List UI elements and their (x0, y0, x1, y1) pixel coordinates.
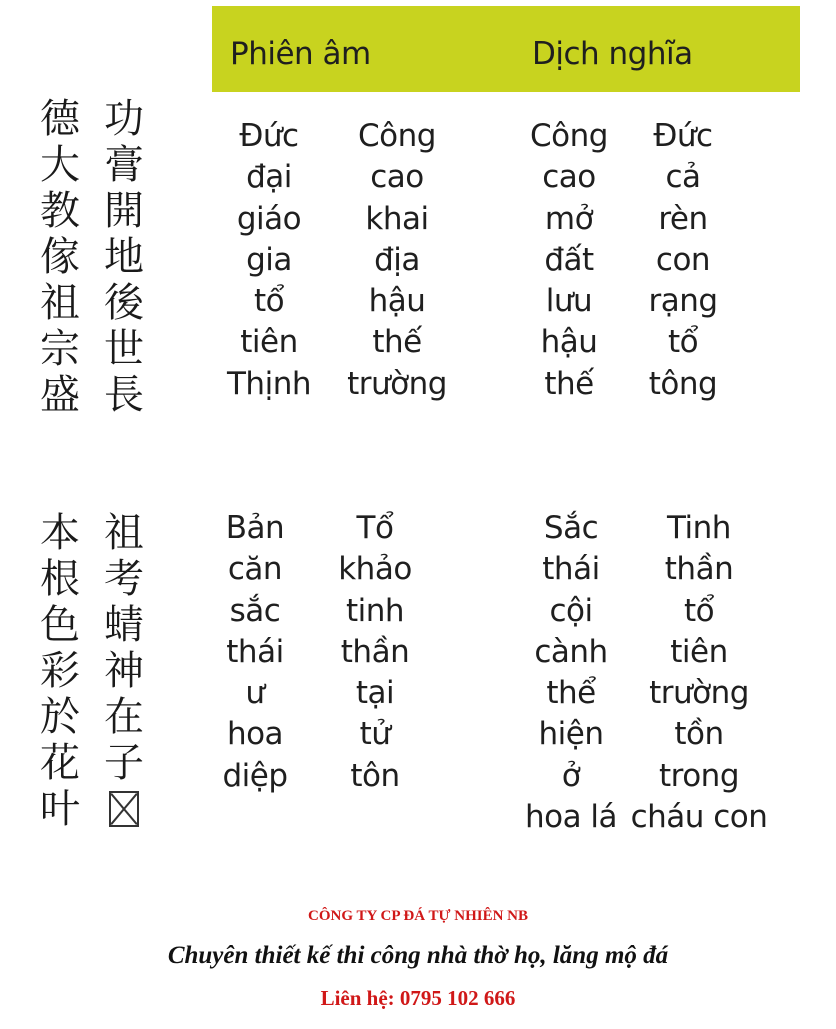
word-item: 色 (40, 602, 80, 648)
word-item: 傢 (40, 234, 80, 280)
word-item: 於 (40, 694, 80, 740)
word-item: đất (544, 241, 594, 278)
block1-dich-nghia-column-b (608, 116, 758, 405)
word-item: Tổ (356, 510, 394, 546)
company-name: CÔNG TY CP ĐÁ TỰ NHIÊN NB (307, 908, 529, 924)
word-item: 宗 (40, 326, 80, 372)
word-item: 德 (40, 96, 80, 142)
word-item: 根 (40, 556, 80, 602)
word-item: sắc (229, 592, 281, 629)
word-item: rạng (648, 283, 718, 320)
phien-am-heading: Phiên âm (230, 36, 371, 72)
word-item: ư (245, 675, 265, 712)
dich-nghia-heading: Dịch nghĩa (532, 36, 693, 72)
word-item: cháu con (630, 799, 768, 836)
block2-han-right-list (100, 510, 148, 786)
word-item: 祖 (104, 510, 144, 556)
company-slogan: Chuyên thiết kế thi công nhà thờ họ, lăng mộ đá (167, 942, 669, 969)
word-item: tổ (667, 324, 699, 361)
word-item: thế (544, 365, 594, 402)
word-item: gia (246, 241, 292, 278)
word-item: ở (561, 757, 581, 794)
word-item: 長 (104, 372, 144, 418)
word-item: căn (227, 551, 283, 588)
block1-han-right-column (100, 96, 148, 418)
word-item: hoa (226, 716, 284, 753)
block2-dich-nghia-column-b (624, 508, 774, 838)
word-item: khai (365, 200, 429, 237)
word-item: 蜻 (104, 602, 144, 648)
word-item: cành (534, 633, 608, 670)
missing-glyph-box-icon (109, 791, 139, 827)
word-item: lưu (545, 283, 593, 320)
word-item: mở (544, 200, 594, 237)
word-item: 盛 (40, 372, 80, 418)
word-item: 叶 (40, 786, 80, 832)
word-item: tôn (350, 757, 400, 794)
word-item: đại (246, 159, 292, 196)
word-item: diệp (222, 757, 288, 794)
word-item: tinh (345, 592, 405, 629)
word-item: 地 (104, 234, 144, 280)
word-item: 考 (104, 556, 144, 602)
word-item: hậu (368, 283, 426, 320)
block2-phien-am-column-b (300, 508, 450, 797)
block1-han-left-column (36, 96, 84, 418)
word-item: 本 (40, 510, 80, 556)
word-item: 子 (104, 740, 144, 786)
word-item: tiên (240, 324, 298, 361)
word-item: tồn (674, 716, 724, 753)
word-item: thái (542, 551, 600, 588)
word-item: 神 (104, 648, 144, 694)
word-item: Thịnh (227, 365, 311, 402)
word-item: 教 (40, 188, 80, 234)
word-item: 花 (40, 740, 80, 786)
word-item: 大 (40, 142, 80, 188)
word-item: cội (549, 592, 593, 629)
word-item: Sắc (543, 510, 599, 546)
word-item: thần (664, 551, 734, 588)
word-item: thế (372, 324, 422, 361)
word-item: tiên (670, 633, 728, 670)
word-item: giáo (236, 200, 302, 237)
word-item: cao (370, 159, 424, 196)
word-item: Đức (653, 118, 713, 154)
word-item: tổ (253, 283, 285, 320)
word-item: 開 (104, 188, 144, 234)
word-item: rèn (658, 200, 708, 237)
word-item: 祖 (40, 280, 80, 326)
word-item: 膏 (104, 142, 144, 188)
word-item: Đức (239, 118, 299, 154)
word-item: trường (649, 675, 749, 712)
word-item: tử (359, 716, 391, 753)
word-item: 後 (104, 280, 144, 326)
block1-phien-am-column-b (322, 116, 472, 405)
contact-phone: Liên hệ: 0795 102 666 (320, 986, 516, 1010)
word-item: Công (358, 118, 436, 154)
word-item: 世 (104, 326, 144, 372)
word-item: con (655, 241, 711, 278)
word-item: tổ (683, 592, 715, 629)
word-item: 在 (104, 694, 144, 740)
word-item: 彩 (40, 648, 80, 694)
header-band (212, 6, 800, 92)
block2-han-right-column (100, 510, 148, 827)
word-item: thần (340, 633, 410, 670)
word-item: hiện (538, 716, 604, 753)
word-item: địa (374, 241, 420, 278)
word-item: tông (648, 365, 718, 402)
word-item: trong (658, 757, 739, 794)
block2-han-left-column (36, 510, 84, 832)
word-item: cả (665, 159, 701, 196)
word-item: hậu (540, 324, 598, 361)
word-item: cao (542, 159, 596, 196)
word-item: Bản (225, 510, 285, 546)
word-item: 功 (104, 96, 144, 142)
word-item: thể (546, 675, 596, 712)
word-item: Công (530, 118, 608, 154)
word-item: thái (226, 633, 284, 670)
word-item: Tinh (667, 510, 731, 546)
word-item: hoa lá (524, 799, 618, 836)
word-item: tại (355, 675, 395, 712)
word-item: khảo (338, 551, 412, 588)
word-item: trường (347, 365, 447, 402)
